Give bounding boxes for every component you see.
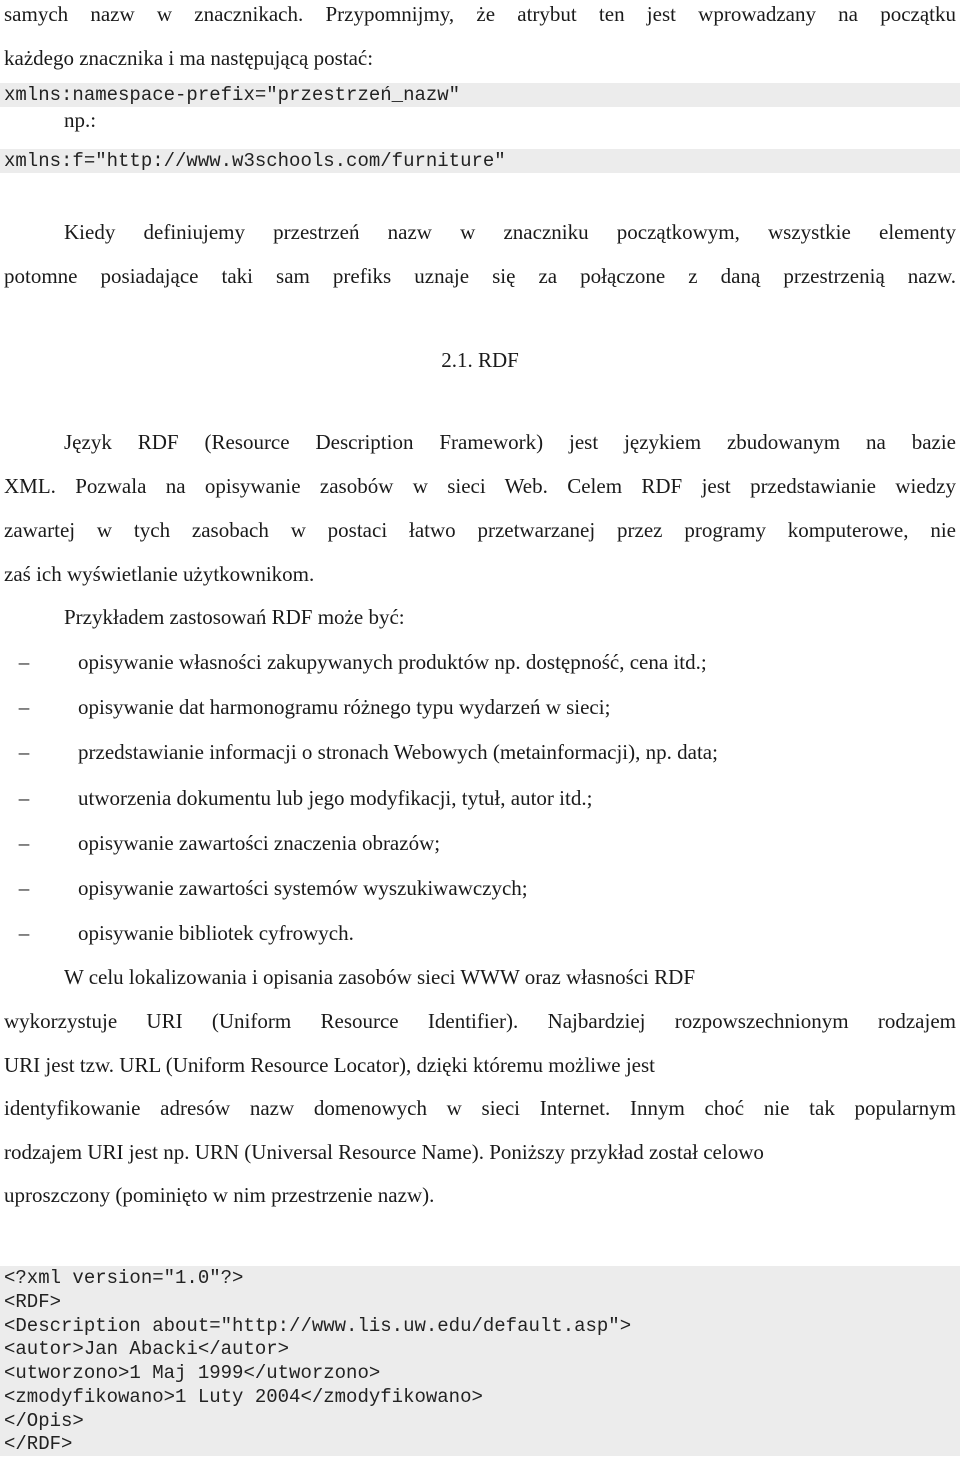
- list-item-text: utworzenia dokumentu lub jego modyfikacji, tytuł, autor itd.;: [78, 786, 593, 810]
- section-heading: 2.1. RDF: [441, 348, 519, 372]
- intro-line-1: samych nazw w znacznikach. Przypomnijmy, że atrybut ten jest wprowadzany na początku: [4, 2, 956, 26]
- uri-para-line-3: URI jest tzw. URL (Uniform Resource Locator), dzięki któremu możliwe jest: [4, 1053, 656, 1077]
- uri-para-line-6: uproszczony (pominięto w nim przestrzenie nazw).: [4, 1183, 435, 1207]
- code-line: <autor>Jan Abacki</autor>: [4, 1338, 290, 1360]
- rdf-para-line-2: XML. Pozwala na opisywanie zasobów w sieci Web. Celem RDF jest przedstawianie wiedzy: [4, 474, 956, 498]
- rdf-para-line-1: Język RDF (Resource Description Framework) jest językiem zbudowanym na bazie: [64, 430, 956, 454]
- dash-bullet: –: [18, 921, 30, 945]
- dash-bullet: –: [18, 650, 30, 674]
- code-line: <utworzono>1 Maj 1999</utworzono>: [4, 1362, 381, 1384]
- rdf-para-line-4: zaś ich wyświetlanie użytkownikom.: [4, 562, 315, 586]
- code-line: </Opis>: [4, 1410, 84, 1432]
- list-item-text: przedstawianie informacji o stronach Webowych (metainformacji), np. data;: [78, 740, 718, 764]
- uri-para-line-2: wykorzystuje URI (Uniform Resource Identifier). Najbardziej rozpowszechnionym rodzajem: [4, 1009, 956, 1033]
- syntax-code-1: xmlns:namespace-prefix="przestrzeń_nazw": [4, 84, 461, 106]
- dash-bullet: –: [18, 831, 30, 855]
- code-line: <zmodyfikowano>1 Luty 2004</zmodyfikowano>: [4, 1386, 483, 1408]
- list-item-text: opisywanie dat harmonogramu różnego typu wydarzeń w sieci;: [78, 695, 611, 719]
- code-line: <?xml version="1.0"?>: [4, 1267, 244, 1289]
- dash-bullet: –: [18, 740, 30, 764]
- code-line: <RDF>: [4, 1291, 62, 1313]
- list-item-text: opisywanie własności zakupywanych produktów np. dostępność, cena itd.;: [78, 650, 707, 674]
- list-item-text: opisywanie zawartości systemów wyszukiwawczych;: [78, 876, 528, 900]
- namespace-para-line-2: potomne posiadające taki sam prefiks uznaje się za połączone z daną przestrzenią nazw.: [4, 264, 956, 288]
- np-label: np.:: [64, 108, 97, 132]
- intro-line-2: każdego znacznika i ma następującą postać:: [4, 46, 374, 70]
- code-example-block: [0, 1266, 960, 1456]
- uri-para-line-1: W celu lokalizowania i opisania zasobów sieci WWW oraz własności RDF: [64, 965, 695, 989]
- list-item-text: opisywanie zawartości znaczenia obrazów;: [78, 831, 441, 855]
- dash-bullet: –: [18, 876, 30, 900]
- syntax-code-2: xmlns:f="http://www.w3schools.com/furniture": [4, 150, 506, 172]
- dash-bullet: –: [18, 786, 30, 810]
- code-line: <Description about="http://www.lis.uw.edu/default.asp">: [4, 1315, 632, 1337]
- examples-intro: Przykładem zastosowań RDF może być:: [64, 605, 405, 629]
- dash-bullet: –: [18, 695, 30, 719]
- uri-para-line-4: identyfikowanie adresów nazw domenowych w sieci Internet. Innym choć nie tak popularnym: [4, 1096, 956, 1120]
- list-item-text: opisywanie bibliotek cyfrowych.: [78, 921, 354, 945]
- rdf-para-line-3: zawartej w tych zasobach w postaci łatwo przetwarzanej przez programy komputerowe, nie: [4, 518, 956, 542]
- uri-para-line-5: rodzajem URI jest np. URN (Universal Resource Name). Poniższy przykład został celowo: [4, 1140, 764, 1164]
- namespace-para-line-1: Kiedy definiujemy przestrzeń nazw w znaczniku początkowym, wszystkie elementy: [64, 220, 956, 244]
- code-line: </RDF>: [4, 1433, 73, 1455]
